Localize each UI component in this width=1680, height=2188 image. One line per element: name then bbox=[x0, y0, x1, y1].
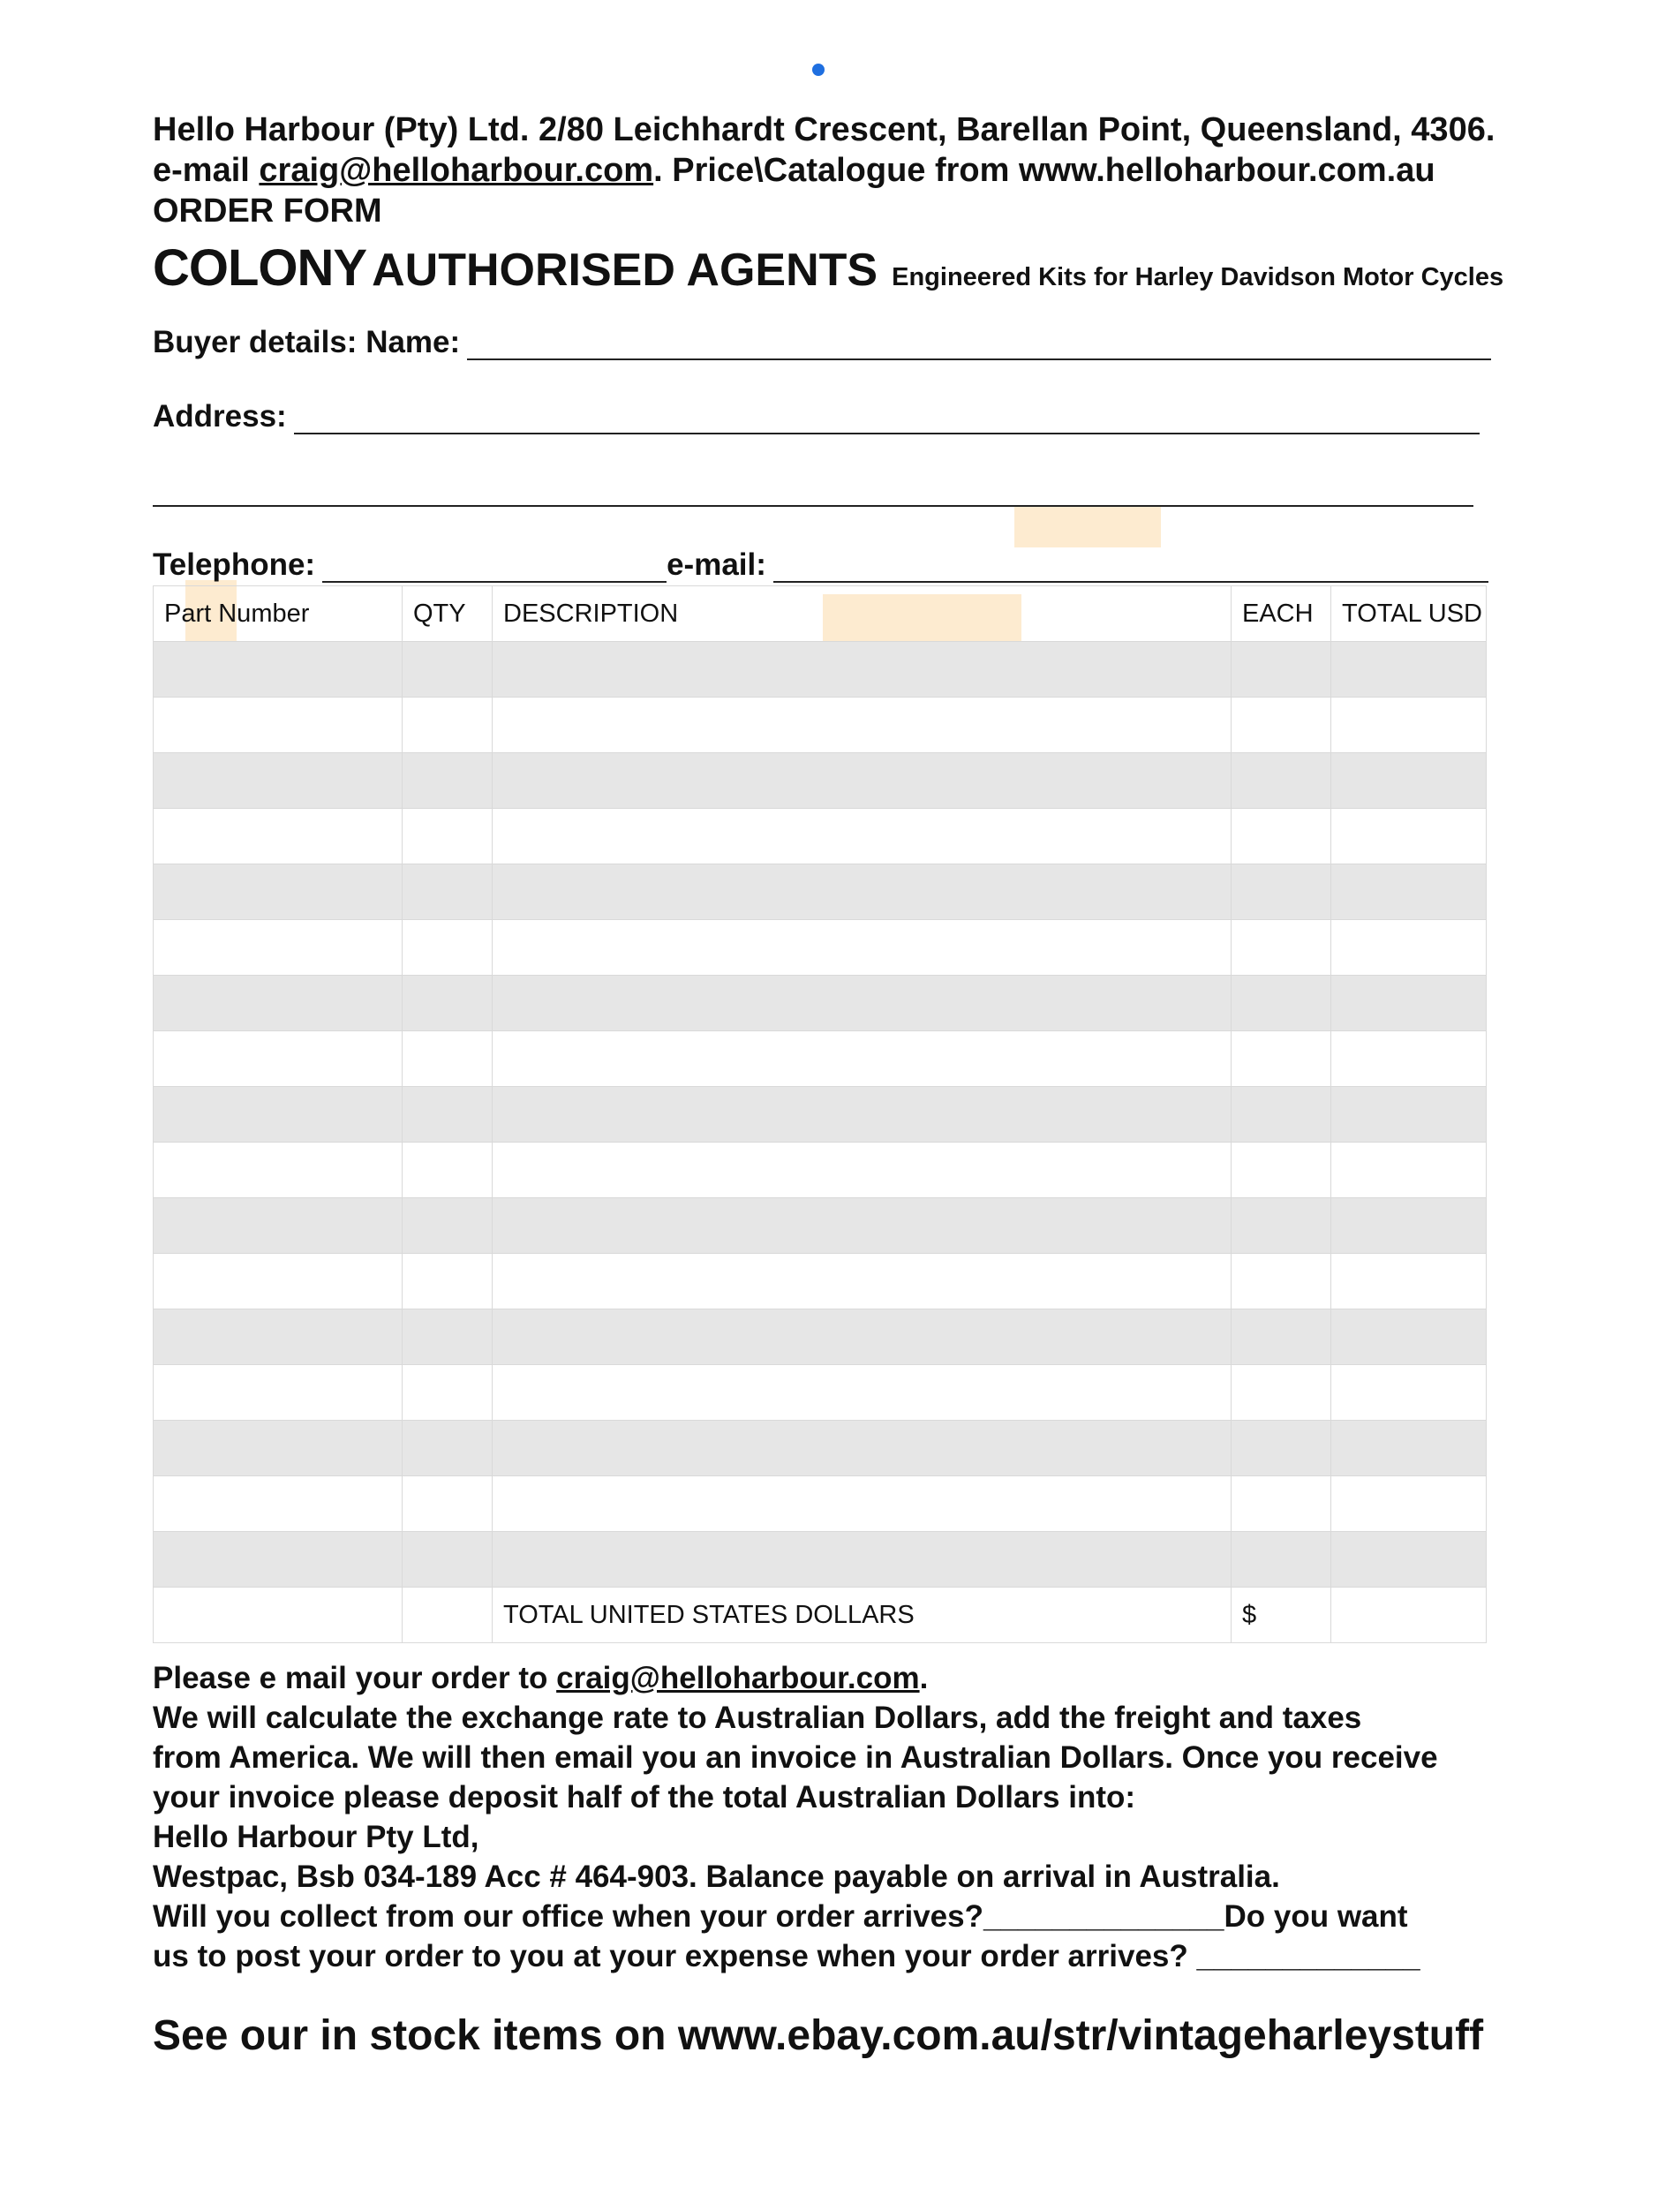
table-row bbox=[154, 1198, 1487, 1254]
part-number-cell[interactable] bbox=[154, 1309, 403, 1365]
instructions-line bbox=[153, 1658, 1512, 1698]
part-number-cell[interactable] bbox=[154, 1365, 403, 1421]
order-items-table bbox=[153, 585, 1487, 1643]
part-number-cell[interactable] bbox=[154, 1476, 403, 1532]
header-total-usd: TOTAL USD bbox=[1331, 586, 1487, 642]
qty-cell[interactable] bbox=[403, 1143, 493, 1198]
total-usd-cell[interactable] bbox=[1331, 642, 1487, 698]
company-address-line: Hello Harbour (Pty) Ltd. 2/80 Leichhardt Crescent, Barellan Point, Queensland, 4306. bbox=[153, 111, 1495, 148]
part-number-cell[interactable] bbox=[154, 753, 403, 809]
part-number-cell[interactable] bbox=[154, 1198, 403, 1254]
description-cell[interactable] bbox=[493, 809, 1232, 864]
each-cell[interactable] bbox=[1232, 1476, 1331, 1532]
part-number-cell[interactable] bbox=[154, 920, 403, 976]
table-row bbox=[154, 1087, 1487, 1143]
total-usd-cell[interactable] bbox=[1331, 753, 1487, 809]
table-row bbox=[154, 920, 1487, 976]
part-number-cell[interactable] bbox=[154, 1421, 403, 1476]
description-cell[interactable] bbox=[493, 1421, 1232, 1476]
description-cell[interactable] bbox=[493, 920, 1232, 976]
total-currency: $ bbox=[1232, 1588, 1331, 1643]
each-cell[interactable] bbox=[1232, 642, 1331, 698]
page-indicator-dot bbox=[812, 64, 825, 76]
part-number-cell[interactable] bbox=[154, 1143, 403, 1198]
part-number-cell[interactable] bbox=[154, 1532, 403, 1588]
table-total-row bbox=[154, 1588, 1487, 1643]
total-usd-cell[interactable] bbox=[1331, 1254, 1487, 1309]
each-cell[interactable] bbox=[1232, 976, 1331, 1031]
header-description: DESCRIPTION bbox=[493, 586, 1232, 642]
description-cell[interactable] bbox=[493, 864, 1232, 920]
qty-cell[interactable] bbox=[403, 1365, 493, 1421]
email-field[interactable] bbox=[773, 553, 1488, 583]
address-field-line-1[interactable] bbox=[294, 404, 1480, 434]
contact-email-link[interactable]: craig@helloharbour.com bbox=[259, 152, 654, 189]
qty-cell[interactable] bbox=[403, 1087, 493, 1143]
qty-cell[interactable] bbox=[403, 1254, 493, 1309]
description-cell[interactable] bbox=[493, 753, 1232, 809]
qty-cell[interactable] bbox=[403, 976, 493, 1031]
ebay-store-line: See our in stock items on www.ebay.com.au/str/vintageharleystuff bbox=[153, 2012, 1484, 2059]
name-label: Buyer details: Name: bbox=[153, 325, 461, 359]
total-usd-cell[interactable] bbox=[1331, 1532, 1487, 1588]
qty-cell[interactable] bbox=[403, 1421, 493, 1476]
description-cell[interactable] bbox=[493, 1365, 1232, 1421]
total-amount-cell[interactable] bbox=[1331, 1588, 1487, 1643]
table-row bbox=[154, 809, 1487, 864]
instructions-email-link[interactable]: craig@helloharbour.com bbox=[556, 1661, 920, 1695]
header-part-number: Part Number bbox=[154, 586, 403, 642]
total-usd-cell[interactable] bbox=[1331, 1365, 1487, 1421]
form-title: ORDER FORM bbox=[153, 192, 382, 230]
address-field-line-2[interactable] bbox=[153, 477, 1473, 507]
each-cell[interactable] bbox=[1232, 1254, 1331, 1309]
table-row bbox=[154, 864, 1487, 920]
instructions-block bbox=[153, 1658, 1512, 1976]
table-row bbox=[154, 698, 1487, 753]
table-row bbox=[154, 1365, 1487, 1421]
instructions-email-suffix: . bbox=[919, 1661, 929, 1695]
part-number-cell[interactable] bbox=[154, 1254, 403, 1309]
table-row bbox=[154, 1031, 1487, 1087]
qty-cell[interactable] bbox=[403, 1198, 493, 1254]
instructions-line: Westpac, Bsb 034-189 Acc # 464-903. Balance payable on arrival in Australia. bbox=[153, 1860, 1280, 1894]
qty-cell[interactable] bbox=[403, 1309, 493, 1365]
brand-heading bbox=[153, 238, 1503, 298]
description-cell[interactable] bbox=[493, 1476, 1232, 1532]
brand-subtitle: Engineered Kits for Harley Davidson Motor Cycles bbox=[892, 263, 1504, 291]
total-cell-part bbox=[154, 1588, 403, 1643]
header-qty: QTY bbox=[403, 586, 493, 642]
total-usd-cell[interactable] bbox=[1331, 976, 1487, 1031]
qty-cell[interactable] bbox=[403, 920, 493, 976]
address-label: Address: bbox=[153, 399, 287, 434]
instructions-line: Hello Harbour Pty Ltd, bbox=[153, 1820, 479, 1854]
each-cell[interactable] bbox=[1232, 1365, 1331, 1421]
part-number-cell[interactable] bbox=[154, 1031, 403, 1087]
instructions-line: your invoice please deposit half of the total Australian Dollars into: bbox=[153, 1780, 1136, 1815]
qty-cell[interactable] bbox=[403, 1476, 493, 1532]
table-row bbox=[154, 753, 1487, 809]
total-usd-cell[interactable] bbox=[1331, 698, 1487, 753]
instructions-line: from America. We will then email you an invoice in Australian Dollars. Once you receive bbox=[153, 1740, 1438, 1775]
total-usd-cell[interactable] bbox=[1331, 1476, 1487, 1532]
total-label: TOTAL UNITED STATES DOLLARS bbox=[493, 1588, 1232, 1643]
total-usd-cell[interactable] bbox=[1331, 920, 1487, 976]
header-each: EACH bbox=[1232, 586, 1331, 642]
name-field-row bbox=[153, 325, 1491, 360]
instructions-email-prefix: Please e mail your order to bbox=[153, 1661, 557, 1695]
table-row bbox=[154, 1476, 1487, 1532]
total-usd-cell[interactable] bbox=[1331, 864, 1487, 920]
brand-colony: COLONY bbox=[153, 239, 367, 297]
part-number-cell[interactable] bbox=[154, 864, 403, 920]
table-row bbox=[154, 1309, 1487, 1365]
description-cell[interactable] bbox=[493, 642, 1232, 698]
qty-cell[interactable] bbox=[403, 809, 493, 864]
description-cell[interactable] bbox=[493, 1532, 1232, 1588]
catalogue-text: . Price\Catalogue from www.helloharbour.com.au bbox=[653, 152, 1435, 189]
table-row bbox=[154, 642, 1487, 698]
telephone-label: Telephone: bbox=[153, 547, 316, 582]
description-cell[interactable] bbox=[493, 1087, 1232, 1143]
total-usd-cell[interactable] bbox=[1331, 1087, 1487, 1143]
each-cell[interactable] bbox=[1232, 1309, 1331, 1365]
order-rows bbox=[154, 642, 1487, 1588]
part-number-cell[interactable] bbox=[154, 698, 403, 753]
qty-cell[interactable] bbox=[403, 642, 493, 698]
description-cell[interactable] bbox=[493, 1031, 1232, 1087]
each-cell[interactable] bbox=[1232, 920, 1331, 976]
part-number-cell[interactable] bbox=[154, 1087, 403, 1143]
table-row bbox=[154, 976, 1487, 1031]
total-usd-cell[interactable] bbox=[1331, 809, 1487, 864]
table-header-row bbox=[154, 586, 1487, 642]
qty-cell[interactable] bbox=[403, 698, 493, 753]
each-cell[interactable] bbox=[1232, 1087, 1331, 1143]
each-cell[interactable] bbox=[1232, 1532, 1331, 1588]
each-cell[interactable] bbox=[1232, 1198, 1331, 1254]
each-cell[interactable] bbox=[1232, 753, 1331, 809]
telephone-email-row bbox=[153, 547, 1488, 583]
description-cell[interactable] bbox=[493, 1254, 1232, 1309]
each-cell[interactable] bbox=[1232, 698, 1331, 753]
total-usd-cell[interactable] bbox=[1331, 1198, 1487, 1254]
each-cell[interactable] bbox=[1232, 1143, 1331, 1198]
name-field[interactable] bbox=[467, 330, 1491, 360]
part-number-cell[interactable] bbox=[154, 642, 403, 698]
total-usd-cell[interactable] bbox=[1331, 1421, 1487, 1476]
description-cell[interactable] bbox=[493, 698, 1232, 753]
description-cell[interactable] bbox=[493, 976, 1232, 1031]
each-cell[interactable] bbox=[1232, 864, 1331, 920]
table-row bbox=[154, 1143, 1487, 1198]
qty-cell[interactable] bbox=[403, 1031, 493, 1087]
contact-email-prefix: e-mail bbox=[153, 152, 260, 189]
total-usd-cell[interactable] bbox=[1331, 1031, 1487, 1087]
highlight-mark bbox=[1014, 505, 1161, 547]
post-question: us to post your order to you at your expense when your order arrives? _____________ bbox=[153, 1939, 1420, 1973]
instructions-line: We will calculate the exchange rate to Australian Dollars, add the freight and taxes bbox=[153, 1701, 1362, 1735]
total-usd-cell[interactable] bbox=[1331, 1309, 1487, 1365]
total-usd-cell[interactable] bbox=[1331, 1143, 1487, 1198]
description-cell[interactable] bbox=[493, 1143, 1232, 1198]
contact-line bbox=[153, 150, 1435, 191]
description-cell[interactable] bbox=[493, 1198, 1232, 1254]
qty-cell[interactable] bbox=[403, 1532, 493, 1588]
collect-question: Will you collect from our office when your order arrives?______________Do you want bbox=[153, 1899, 1408, 1934]
brand-agents: AUTHORISED AGENTS bbox=[372, 245, 878, 296]
email-label: e-mail: bbox=[667, 547, 766, 582]
telephone-field[interactable] bbox=[322, 553, 667, 583]
description-cell[interactable] bbox=[493, 1309, 1232, 1365]
table-row bbox=[154, 1254, 1487, 1309]
total-cell-qty bbox=[403, 1588, 493, 1643]
qty-cell[interactable] bbox=[403, 753, 493, 809]
part-number-cell[interactable] bbox=[154, 976, 403, 1031]
table-row bbox=[154, 1532, 1487, 1588]
address-field-row bbox=[153, 399, 1480, 434]
address-field-row-2 bbox=[153, 477, 1473, 507]
each-cell[interactable] bbox=[1232, 1421, 1331, 1476]
part-number-cell[interactable] bbox=[154, 809, 403, 864]
each-cell[interactable] bbox=[1232, 1031, 1331, 1087]
qty-cell[interactable] bbox=[403, 864, 493, 920]
table-row bbox=[154, 1421, 1487, 1476]
each-cell[interactable] bbox=[1232, 809, 1331, 864]
